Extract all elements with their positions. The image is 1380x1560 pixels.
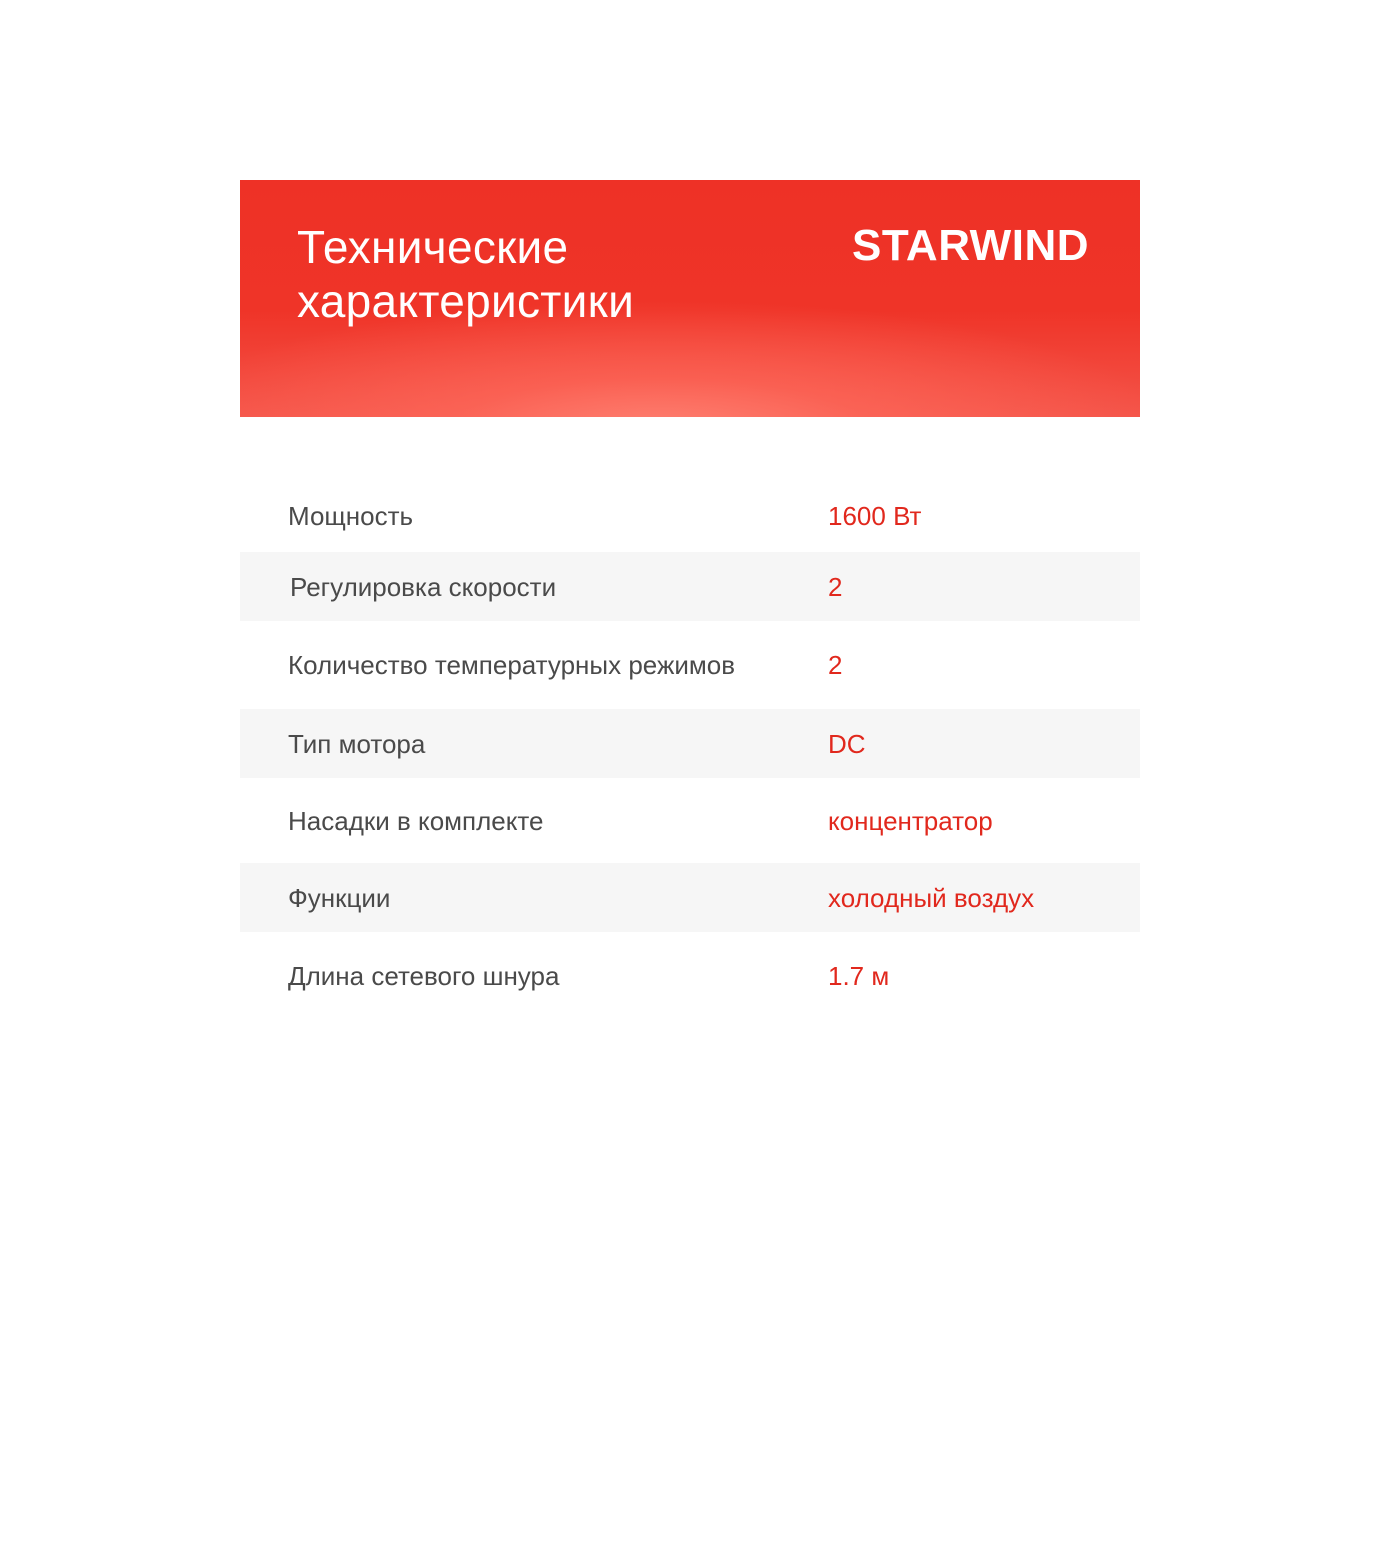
header-banner [240,180,1140,417]
spec-value: 1600 Вт [828,501,922,531]
spec-row-cord-length [240,932,1140,1020]
spec-label: Длина сетевого шнура [288,961,560,991]
spec-label: Количество температурных режимов [288,650,736,680]
spec-row-power [240,480,1140,552]
spec-value: концентратор [828,805,993,836]
spec-value: 2 [828,571,843,602]
specs-table [240,480,1140,1020]
spec-label: Тип мотора [288,728,426,759]
spec-row-temperature-modes [240,621,1140,709]
spec-row-speed [240,552,1140,621]
spec-value: DC [828,728,866,759]
title-line-1: Технические [297,221,569,273]
spec-row-motor-type [240,709,1140,778]
brand-logo: STARWIND [851,221,1089,270]
spec-label: Насадки в комплекте [288,805,544,836]
spec-label: Регулировка скорости [290,571,557,602]
spec-label: Функции [288,882,391,913]
spec-row-attachments [240,778,1140,863]
spec-row-functions [240,863,1140,932]
page-title [297,220,737,328]
spec-label: Мощность [288,501,414,531]
spec-value: 2 [828,650,843,680]
spec-value: холодный воздух [828,882,1035,913]
spec-value: 1.7 м [828,961,890,991]
title-line-2: характеристики [297,275,635,327]
